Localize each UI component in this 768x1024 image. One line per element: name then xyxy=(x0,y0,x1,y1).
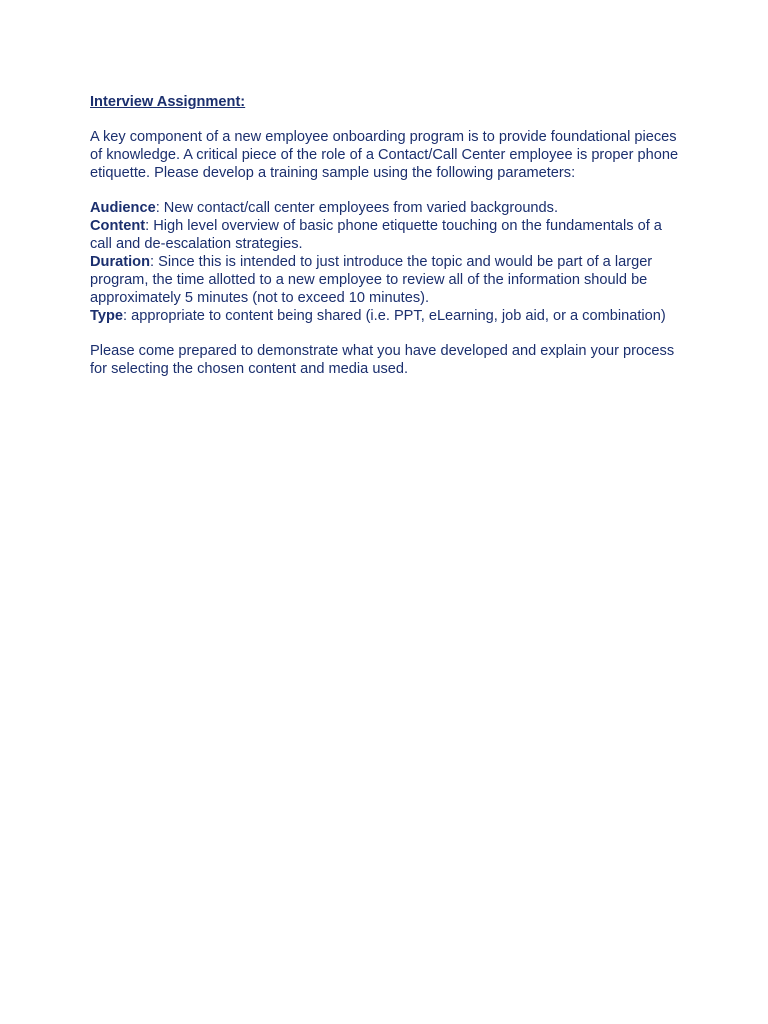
intro-paragraph: A key component of a new employee onboarding program is to provide foundational pieces of knowledge. A critical piece of the role of a Contact/Call Center employee is proper phone etiquette. Please develop a training sample using the following parameters: xyxy=(90,129,679,181)
parameter-type xyxy=(90,307,680,325)
parameter-text: : New contact/call center employees from varied backgrounds. xyxy=(155,200,559,216)
parameter-label: Content xyxy=(90,218,146,234)
parameter-audience xyxy=(90,199,680,217)
parameter-label: Type xyxy=(90,308,123,324)
parameter-text: : High level overview of basic phone etiquette touching on the fundamentals of a call and de-escalation strategies. xyxy=(90,218,662,252)
parameter-text: : appropriate to content being shared (i.e. PPT, eLearning, job aid, or a combination) xyxy=(122,308,666,324)
parameter-label: Duration xyxy=(90,254,150,270)
parameter-duration xyxy=(90,253,680,307)
closing-paragraph: Please come prepared to demonstrate what you have developed and explain your process for selecting the chosen content and media used. xyxy=(90,343,675,377)
parameter-content xyxy=(90,217,680,253)
parameter-label: Audience xyxy=(90,200,156,216)
parameter-text: : Since this is intended to just introduce the topic and would be part of a larger program, the time allotted to a new employee to review all of the information should be approximately 5 minutes (not to exceed 10 minutes). xyxy=(90,254,653,306)
document-body xyxy=(90,93,680,395)
document-title: Interview Assignment: xyxy=(90,94,246,110)
parameters-list xyxy=(90,199,680,325)
